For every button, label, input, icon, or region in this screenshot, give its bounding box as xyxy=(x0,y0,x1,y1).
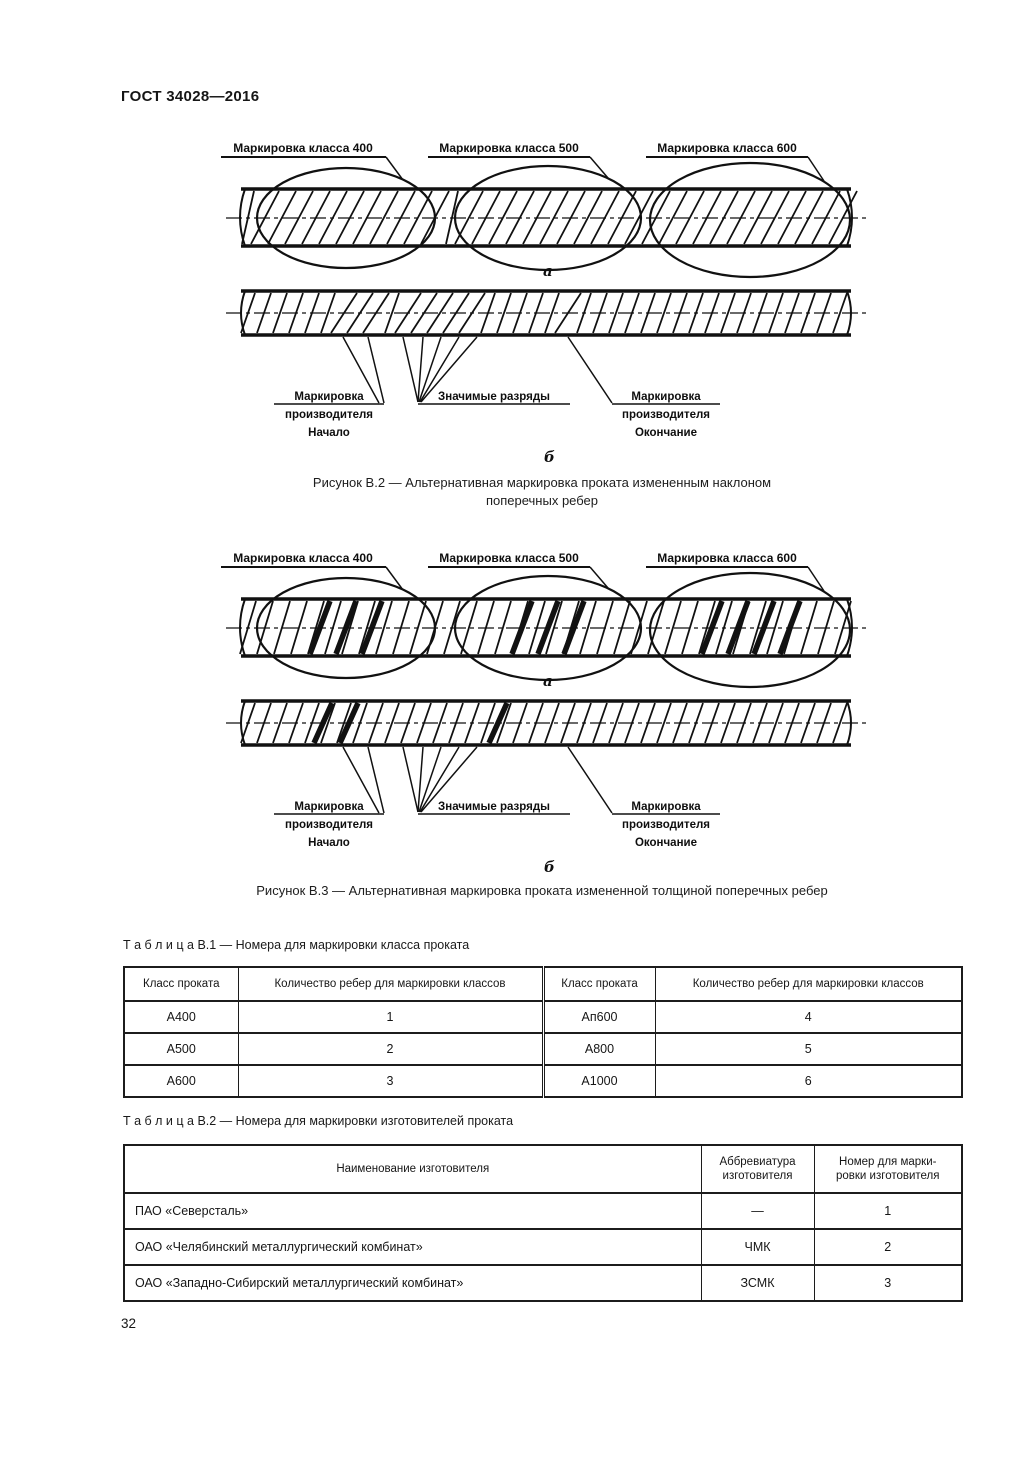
table-cell: 4 xyxy=(655,1001,962,1033)
table-b2 xyxy=(123,1144,963,1302)
figure-b2-caption-line2: поперечных ребер xyxy=(485,493,599,508)
column-header: Класс проката xyxy=(124,967,238,1001)
figure-b3-caption xyxy=(123,882,961,900)
table-row xyxy=(124,1033,962,1065)
table-b1 xyxy=(123,966,963,1098)
column-header: Количество ребер для маркировки классов xyxy=(238,967,543,1001)
class-label-400: Маркировка класса 400 xyxy=(233,141,373,155)
table-b1-title: Т а б л и ц а В.1 — Номера для маркировки класса проката xyxy=(123,938,470,952)
table-cell: А1000 xyxy=(543,1065,655,1097)
producer-mark-start-label: Начало xyxy=(308,837,350,849)
figure-b2-caption xyxy=(123,474,961,510)
table-cell: 3 xyxy=(814,1265,962,1301)
table-cell: ОАО «Западно-Сибирский металлургический комбинат» xyxy=(124,1265,701,1301)
column-header-text: Аббревиатура xyxy=(719,1156,796,1168)
table-cell: ПАО «Северсталь» xyxy=(124,1193,701,1229)
part-letter-b: б xyxy=(544,858,555,876)
class-label-600: Маркировка класса 600 xyxy=(657,551,797,565)
table-cell: 2 xyxy=(238,1033,543,1065)
producer-mark-end-label: Окончание xyxy=(634,837,698,849)
column-header: Количество ребер для маркировки классов xyxy=(655,967,962,1001)
table-row xyxy=(124,1065,962,1097)
figure-b2-caption-line1: Рисунок В.2 — Альтернативная маркировка проката измененным наклоном xyxy=(312,475,772,490)
table-cell: Ап600 xyxy=(543,1001,655,1033)
column-header xyxy=(124,1145,701,1193)
figure-b3-caption-line1: Рисунок В.3 — Альтернативная маркировка проката измененной толщиной поперечных ребер xyxy=(256,883,828,898)
label-shelves-and-leaders xyxy=(221,567,824,591)
table-cell: А800 xyxy=(543,1033,655,1065)
column-header-text: ровки изготовителя xyxy=(836,1170,940,1182)
table-cell: 3 xyxy=(238,1065,543,1097)
table-b1-header-row xyxy=(124,967,962,1001)
table-cell: ЧМК xyxy=(701,1229,814,1265)
class-label-500: Маркировка класса 500 xyxy=(439,551,579,565)
producer-mark-end-label: Окончание xyxy=(634,427,698,439)
table-row xyxy=(124,1229,962,1265)
column-header: Класс проката xyxy=(543,967,655,1001)
class-label-500: Маркировка класса 500 xyxy=(439,141,579,155)
column-header xyxy=(814,1145,962,1193)
producer-mark-end-label: производителя xyxy=(622,819,710,831)
table-row xyxy=(124,1265,962,1301)
table-cell: ЗСМК xyxy=(701,1265,814,1301)
table-cell: 5 xyxy=(655,1033,962,1065)
table-cell: 6 xyxy=(655,1065,962,1097)
producer-mark-start-label: Маркировка xyxy=(294,391,364,403)
table-cell: А600 xyxy=(124,1065,238,1097)
table-cell: А500 xyxy=(124,1033,238,1065)
table-row xyxy=(124,1001,962,1033)
column-header-text: Наименование изготовителя xyxy=(336,1163,490,1175)
producer-mark-start-label: Маркировка xyxy=(294,801,364,813)
class-label-400: Маркировка класса 400 xyxy=(233,551,373,565)
significant-digits-label: Значимые разряды xyxy=(438,391,550,403)
rebar-drawing-b2a xyxy=(218,136,878,296)
part-letter-b: б xyxy=(544,448,555,466)
label-shelves-and-leaders xyxy=(221,157,824,181)
producer-mark-start-label: производителя xyxy=(285,819,373,831)
rebar-drawing-b3a xyxy=(218,546,878,706)
table-b2-header-row xyxy=(124,1145,962,1193)
rebar-drawing-b3b xyxy=(218,696,878,881)
rebar-drawing-b2b xyxy=(218,286,878,471)
part-letter-a: а xyxy=(543,672,553,690)
gost-header: ГОСТ 34028—2016 xyxy=(121,88,260,105)
marking-ellipse xyxy=(650,573,850,687)
producer-mark-end-label: производителя xyxy=(622,409,710,421)
page-number: 32 xyxy=(121,1316,137,1331)
table-cell: 1 xyxy=(238,1001,543,1033)
table-row xyxy=(124,1193,962,1229)
table-cell: 2 xyxy=(814,1229,962,1265)
producer-mark-end-label: Маркировка xyxy=(631,801,701,813)
table-cell: 1 xyxy=(814,1193,962,1229)
column-header-text: Номер для марки- xyxy=(839,1156,937,1168)
table-cell: ОАО «Челябинский металлургический комбинат» xyxy=(124,1229,701,1265)
significant-digits-label: Значимые разряды xyxy=(438,801,550,813)
marking-ellipse xyxy=(650,163,850,277)
part-letter-a: а xyxy=(543,262,553,280)
class-label-600: Маркировка класса 600 xyxy=(657,141,797,155)
producer-mark-start-label: производителя xyxy=(285,409,373,421)
table-cell: А400 xyxy=(124,1001,238,1033)
table-cell: — xyxy=(701,1193,814,1229)
table-b2-title: Т а б л и ц а В.2 — Номера для маркировки изготовителей проката xyxy=(123,1114,514,1128)
column-header-text: изготовителя xyxy=(722,1170,793,1182)
column-header xyxy=(701,1145,814,1193)
producer-mark-start-label: Начало xyxy=(308,427,350,439)
producer-mark-end-label: Маркировка xyxy=(631,391,701,403)
